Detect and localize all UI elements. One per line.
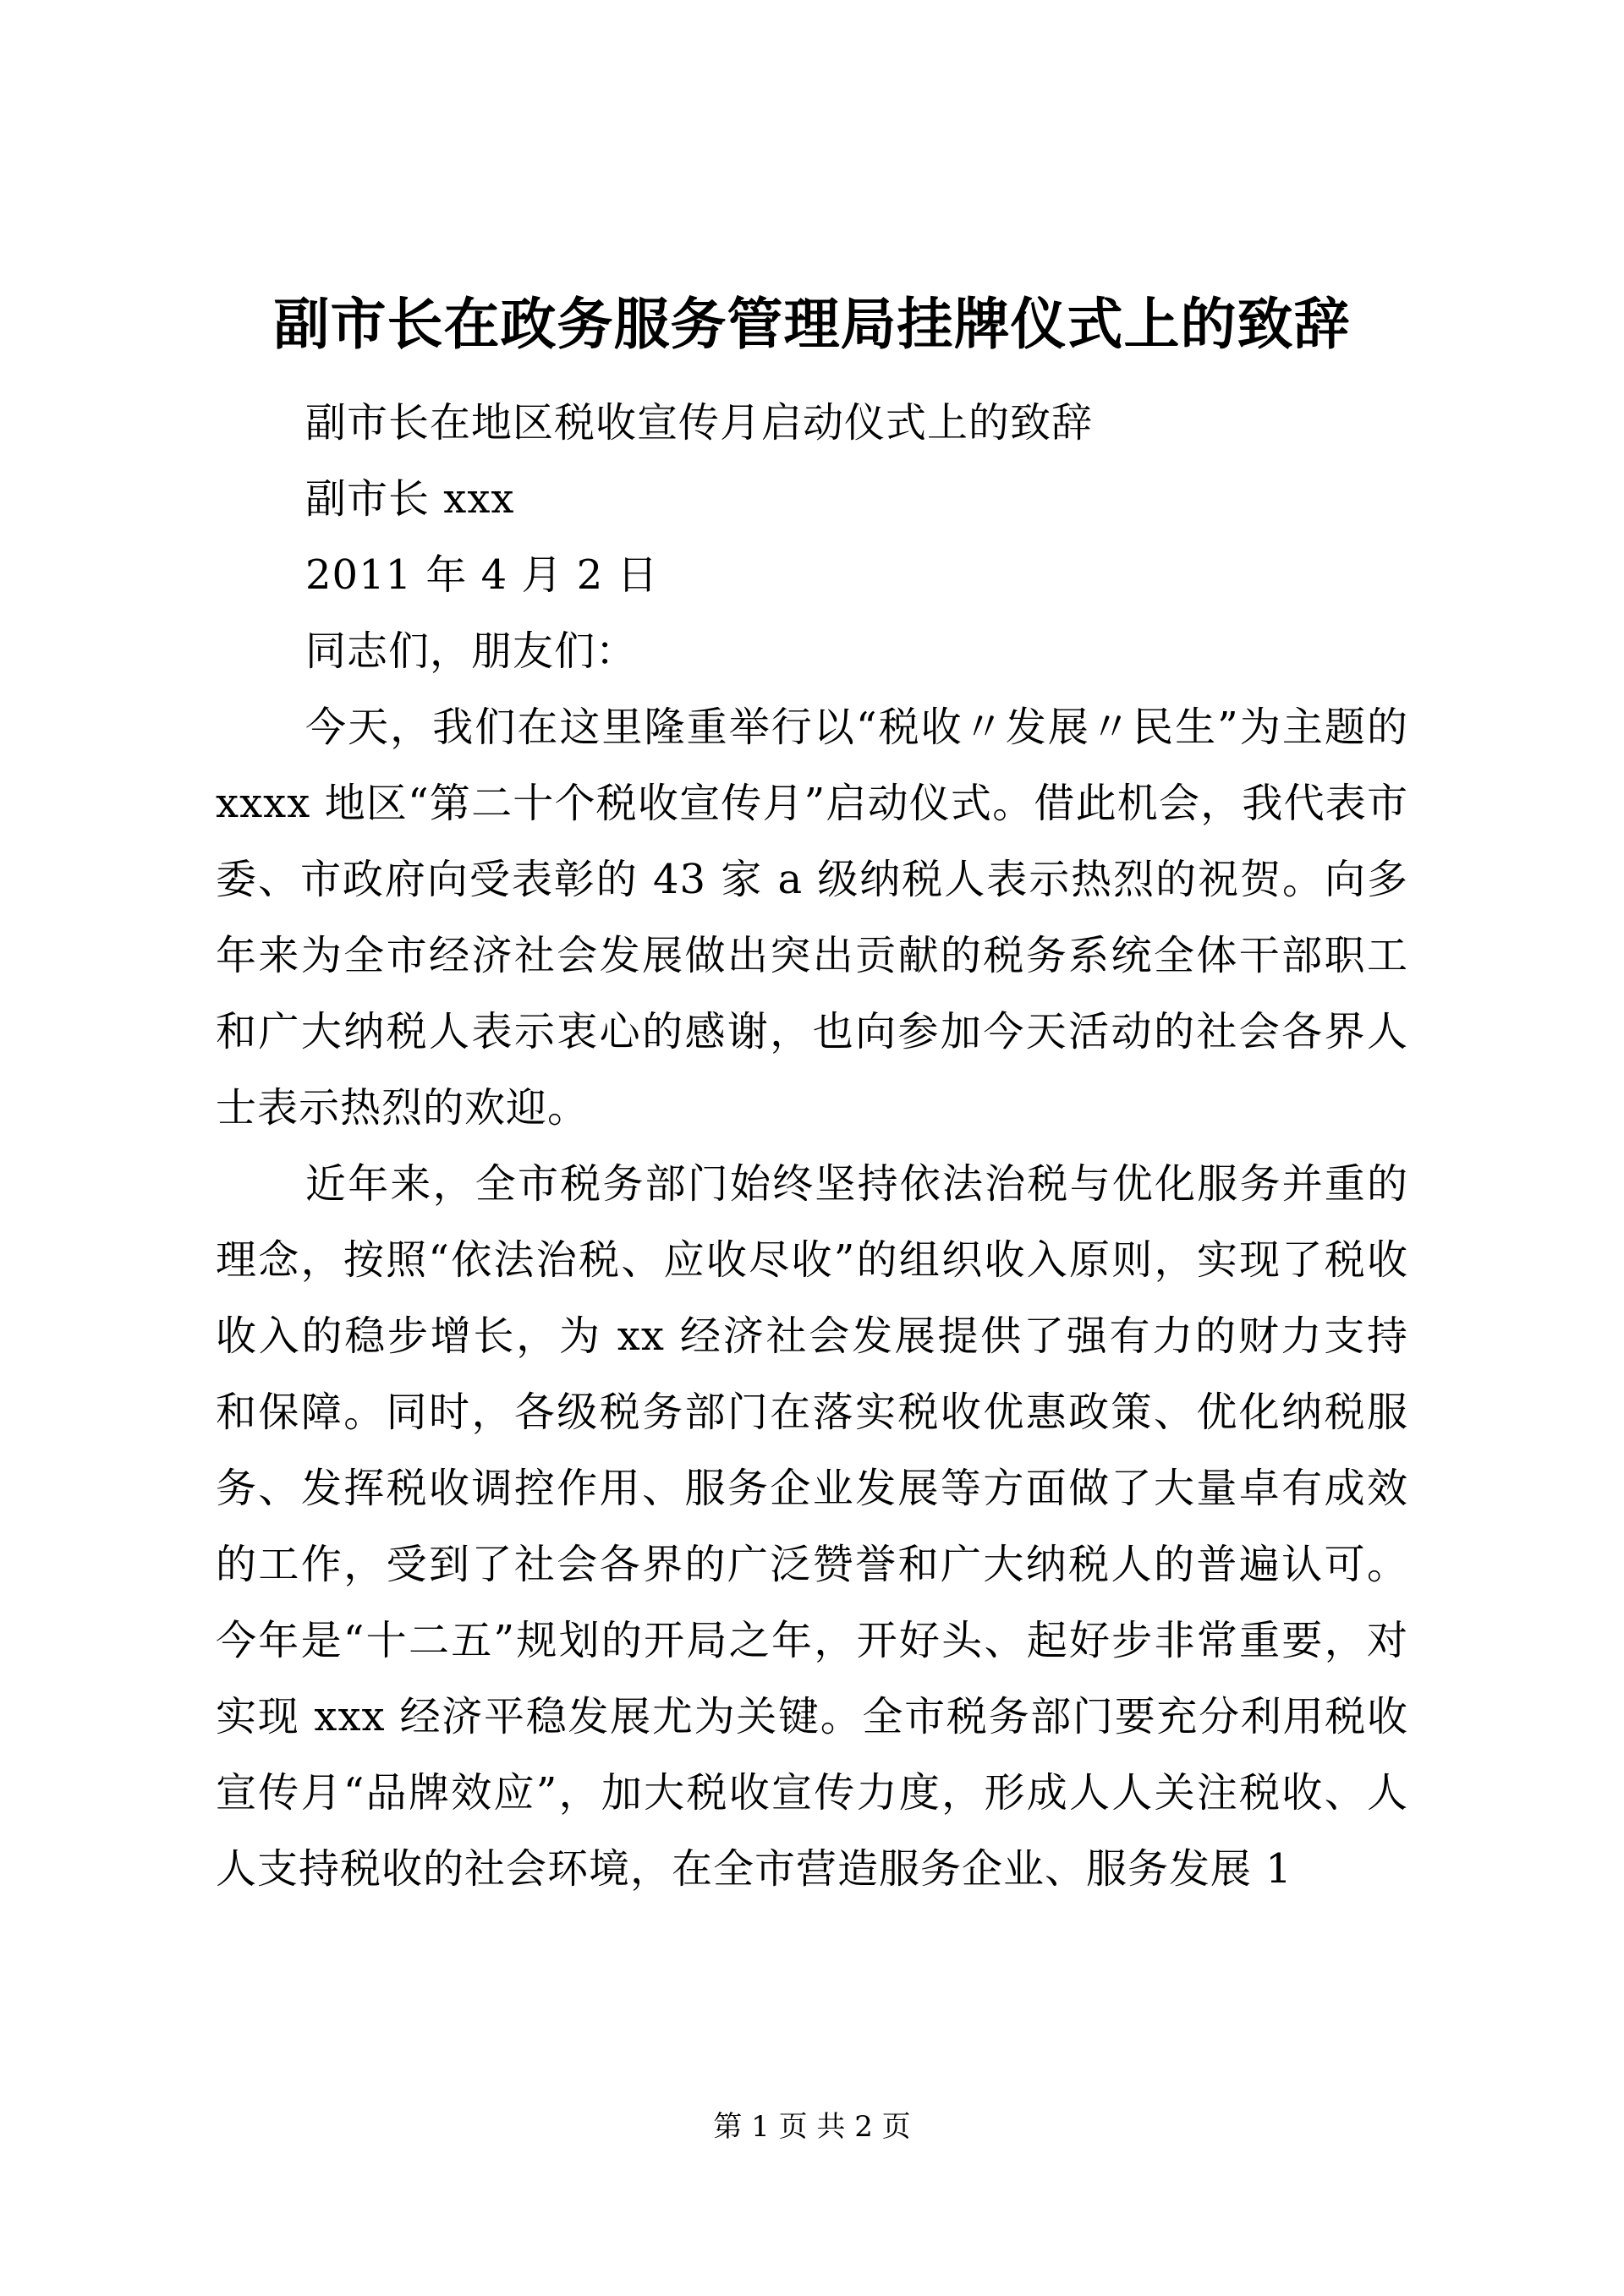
document-title: 副市长在政务服务管理局挂牌仪式上的致辞: [273, 291, 1351, 357]
document-body: [216, 385, 1408, 1907]
speaker-line: 副市长 xxx: [305, 475, 515, 523]
paragraph: 今天，我们在这里隆重举行以“税收〃发展〃民生”为主题的 xxxx 地区“第二十个税收宣传月”启动仪式。借此机会，我代表市委、市政府向受表彰的 43 家 a 级纳税人表示热烈的祝贺。向多年来为全市经济社会发展做出突出贡献的税务系统全体干部职工和广大纳税人表示衷心的感谢，也向参加今天活动的社会各界人士表示热烈的欢迎。: [216, 704, 1408, 1132]
paragraph: 近年来，全市税务部门始终坚持依法治税与优化服务并重的理念，按照“依法治税、应收尽收”的组织收入原则，实现了税收收入的稳步增长，为 xx 经济社会发展提供了强有力的财力支持和保障。同时，各级税务部门在落实税收优惠政策、优化纳税服务、发挥税收调控作用、服务企业发展等方面做了大量卓有成效的工作，受到了社会各界的广泛赞誉和广大纳税人的普遍认可。今年是“十二五”规划的开局之年，开好头、起好步非常重要，对实现 xxx 经济平稳发展尤为关键。全市税务部门要充分利用税收宣传月“品牌效应”，加大税收宣传力度，形成人人关注税收、人人支持税收的社会环境，在全市营造服务企业、服务发展 1: [216, 1160, 1408, 1893]
subtitle-line: 副市长在地区税收宣传月启动仪式上的致辞: [305, 399, 1094, 447]
date-line: 2011 年 4 月 2 日: [305, 551, 659, 599]
salutation-line: 同志们，朋友们：: [305, 627, 638, 675]
page-number-footer: 第 1 页 共 2 页: [713, 2110, 911, 2144]
